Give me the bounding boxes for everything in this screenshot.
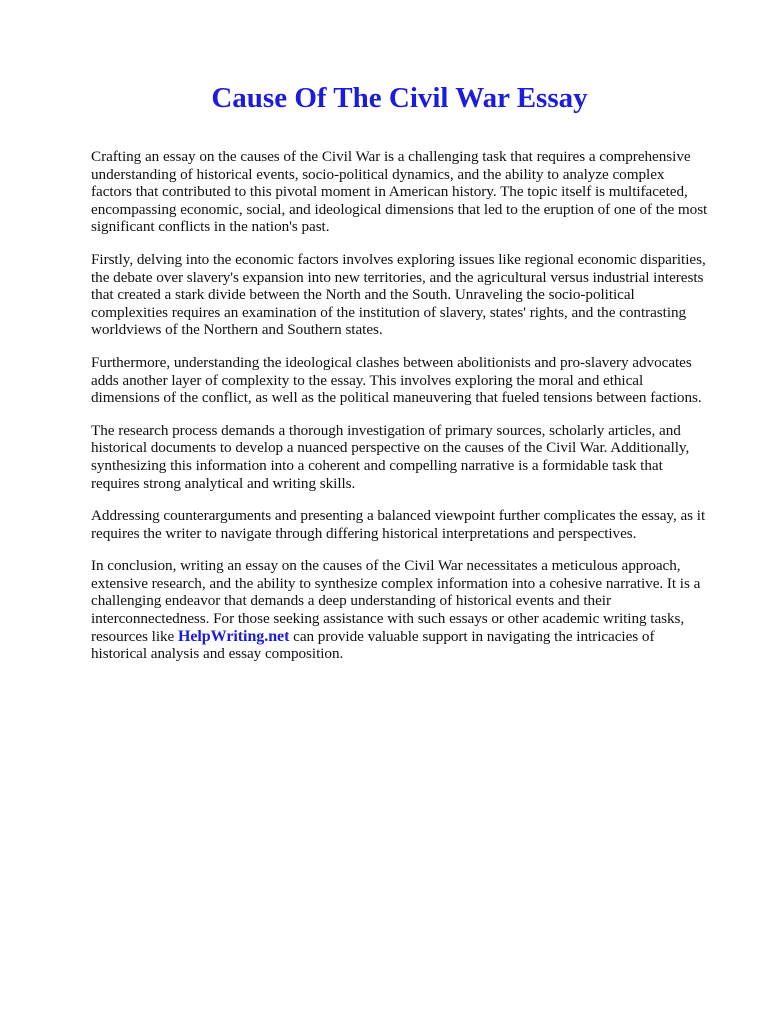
paragraph-ideological-clashes: Furthermore, understanding the ideological clashes between abolitionists and pro-slavery advocates adds another layer of complexity to the essay. This involves exploring the moral and ethical dimensions of the conflict, as well as the political maneuvering that fueled tensions between factions.	[91, 353, 702, 407]
conclusion-text-before-link: In conclusion, writing an essay on the causes of the Civil War necessitates a meticulous approach, extensive research, and the ability to synthesize complex information into a cohesive narrative. It is a challenging endeavor that demands a deep understanding of historical events and their interconnectedness. For those seeking assistance with such essays or other academic writing tasks, resources like	[91, 557, 701, 645]
paragraph-intro: Crafting an essay on the causes of the Civil War is a challenging task that requires a comprehensive understanding of historical events, socio-political dynamics, and the ability to analyze complex factors that contributed to this pivotal moment in American history. The topic itself is multifaceted, encompassing economic, social, and ideological dimensions that led to the eruption of one of the most significant conflicts in the nation's past.	[91, 148, 708, 236]
helpwriting-link[interactable]: HelpWriting.net	[177, 627, 290, 645]
paragraph-conclusion	[91, 557, 708, 663]
essay-title: Cause Of The Civil War Essay	[211, 82, 588, 114]
paragraph-economic-factors: Firstly, delving into the economic factors involves exploring issues like regional economic disparities, the debate over slavery's expansion into new territories, and the agricultural versus industrial interests that created a stark divide between the North and the South. Unraveling the socio-political complexities requires an examination of the institution of slavery, states' rights, and the contrasting worldviews of the Northern and Southern states.	[91, 250, 706, 339]
paragraph-research-process: The research process demands a thorough investigation of primary sources, scholarly articles, and historical documents to develop a nuanced perspective on the causes of the Civil War. Additionally, synthesizing this information into a coherent and compelling narrative is a formidable task that requires strong analytical and writing skills.	[91, 421, 690, 492]
conclusion-text-after-link: can provide valuable support in navigating the intricacies of historical analysis and essay composition.	[91, 627, 655, 663]
paragraph-counterarguments: Addressing counterarguments and presenting a balanced viewpoint further complicates the essay, as it requires the writer to navigate through differing historical interpretations and perspectives.	[91, 507, 706, 542]
